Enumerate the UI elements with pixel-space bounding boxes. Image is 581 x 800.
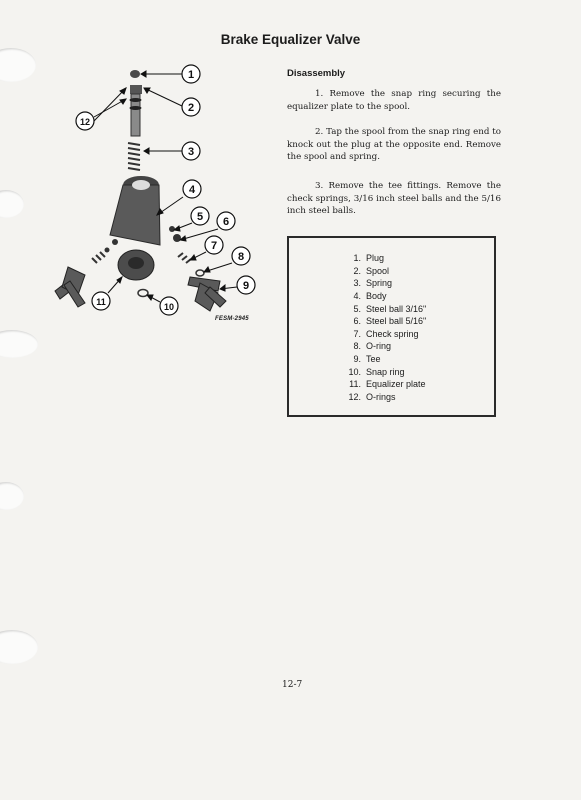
legend-item [289, 378, 426, 391]
binder-hole-upper [0, 190, 24, 218]
check-spring-right [178, 253, 191, 263]
callout-label-1: 1 [187, 69, 195, 81]
callout-label-8: 8 [237, 251, 245, 263]
legend-label: Plug [366, 253, 385, 263]
legend-label: O-ring [366, 341, 392, 352]
callout-label-10: 10 [163, 302, 175, 312]
steel-ball-left [112, 239, 118, 245]
legend-number: 12. [348, 392, 361, 403]
binder-hole-bottom [0, 630, 38, 664]
callout-label-11: 11 [96, 297, 106, 307]
parts-legend-box [287, 236, 496, 417]
legend-number: 6. [353, 316, 361, 327]
binder-hole-lower [0, 482, 24, 510]
step-3: 3. Remove the tee fittings. Remove the check springs, 3/16 inch steel balls and the 5/16 inch steel balls. [287, 181, 501, 216]
step-1: 1. Remove the snap ring securing the equalizer plate to the spool. [287, 89, 501, 112]
legend-item [289, 353, 426, 366]
exploded-view-diagram [40, 55, 270, 330]
tee-right [188, 277, 226, 311]
legend-item [289, 290, 426, 303]
legend-label: Tee [366, 354, 381, 365]
legend-item [289, 340, 426, 353]
callout-label-4: 4 [188, 184, 196, 196]
steel-ball-5-16 [173, 234, 181, 242]
plug-part [130, 70, 140, 78]
callout-label-2: 2 [187, 102, 195, 114]
legend-item [289, 252, 426, 265]
legend-label: O-rings [366, 392, 396, 403]
legend-item [289, 391, 426, 404]
legend-number: 9. [353, 354, 361, 365]
tee-left [55, 267, 85, 307]
legend-number: 4. [353, 290, 361, 301]
page-number: 12-7 [282, 680, 303, 690]
legend-number: 7. [353, 328, 361, 339]
legend-number: 3. [353, 278, 361, 289]
check-spring-left [92, 252, 105, 263]
body-part [110, 176, 160, 245]
legend-label: Steel ball 5/16" [366, 316, 427, 327]
legend-label: Equalizer plate [366, 379, 426, 390]
legend-number: 10. [348, 366, 361, 377]
section-heading: Disassembly [287, 68, 346, 79]
legend-number: 11. [349, 379, 361, 390]
legend-label: Spool [366, 265, 390, 276]
callout-label-9: 9 [242, 280, 250, 292]
parts-legend-list [289, 252, 426, 404]
legend-item [289, 315, 426, 328]
callout-label-3: 3 [187, 146, 195, 158]
o-ring-part [196, 270, 204, 276]
legend-item [289, 303, 426, 316]
callout-label-5: 5 [196, 211, 204, 223]
legend-label: Steel ball 3/16" [366, 303, 427, 314]
legend-number: 2. [353, 265, 361, 276]
legend-item [289, 366, 426, 379]
spring-part [128, 143, 140, 170]
steel-ball-left-2 [105, 248, 110, 253]
legend-item [289, 277, 426, 290]
legend-number: 1. [353, 253, 361, 263]
legend-label: Check spring [366, 328, 419, 339]
steel-ball-3-16 [169, 226, 175, 232]
binder-hole-middle [0, 330, 38, 358]
legend-number: 8. [353, 341, 361, 352]
spool-part [130, 85, 143, 136]
legend-label: Body [366, 290, 387, 301]
page-title: Brake Equalizer Valve [220, 32, 361, 47]
snap-ring-part [138, 290, 148, 297]
callout-label-6: 6 [222, 216, 230, 228]
callout-label-7: 7 [210, 240, 218, 252]
legend-item [289, 265, 426, 278]
callout-label-12: 12 [79, 117, 91, 127]
step-2: 2. Tap the spool from the snap ring end to knock out the plug at the opposite end. Remove the spool and spring. [287, 127, 501, 162]
legend-label: Spring [366, 278, 393, 289]
legend-item [289, 328, 426, 341]
legend-label: Snap ring [366, 366, 405, 377]
legend-number: 5. [353, 303, 361, 314]
binder-hole-top [0, 48, 36, 82]
equalizer-plate-part [118, 250, 154, 280]
figure-code: FESM-2945 [215, 316, 249, 322]
